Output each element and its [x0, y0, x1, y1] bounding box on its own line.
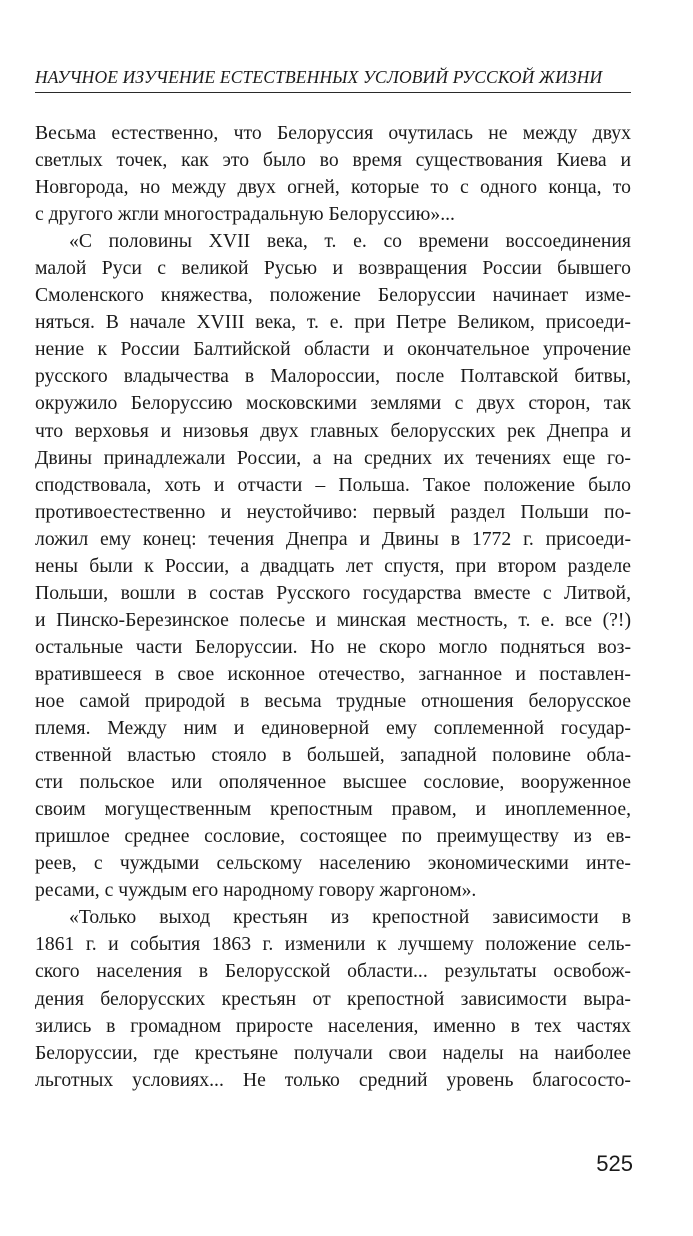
text-line: нены были к России, а двадцать лет спустя, при втором разделе [35, 554, 631, 577]
text-line: ственной властью стояло в большей, западной половине обла- [35, 744, 631, 767]
text-line: вратившееся в свое исконное отечество, загнанное и поставлен- [35, 662, 631, 685]
text-line: «С половины XVII века, т. е. со времени воссоединения [69, 230, 631, 253]
text-line: с другого жгли многострадальную Белоруссию»... [35, 203, 455, 226]
text-line: Двины принадлежали России, а на средних их течениях еще го- [35, 446, 631, 469]
text-line: Смоленского княжества, положение Белоруссии начинает изме- [35, 284, 631, 307]
text-line: своим могущественным крепостным правом, и иноплеменное, [35, 798, 631, 821]
text-line: сти польское или ополяченное высшее сословие, вооруженное [35, 771, 631, 794]
body-text [35, 120, 631, 1094]
text-line: ное самой природой в весьма трудные отношения белорусское [35, 689, 631, 712]
text-line: дения белорусских крестьян от крепостной зависимости выра- [35, 987, 631, 1010]
text-line: нение к России Балтийской области и окончательное упрочение [35, 338, 631, 361]
text-line: племя. Между ним и единоверной ему соплеменной государ- [35, 717, 631, 740]
header-rule [35, 92, 631, 93]
text-line: реев, с чуждыми сельскому населению экономическими инте- [35, 852, 631, 875]
text-line: что верховья и низовья двух главных белорусских рек Днепра и [35, 419, 631, 442]
text-line: пришлое среднее сословие, состоящее по преимуществу из ев- [35, 825, 631, 848]
text-line: ского населения в Белорусской области... результаты освобож- [35, 960, 631, 983]
page-number: 525 [596, 1151, 633, 1176]
text-line: няться. В начале XVIII века, т. е. при Петре Великом, присоеди- [35, 311, 631, 334]
text-line: и Пинско-Березинское полесье и минская местность, т. е. все (?!) [35, 608, 631, 631]
text-line: зились в громадном приросте населения, именно в тех частях [35, 1014, 631, 1037]
text-line: остальные части Белоруссии. Но не скоро могло подняться воз- [35, 635, 631, 658]
text-line: светлых точек, как это было во время существования Киева и [35, 149, 631, 172]
text-line: Весьма естественно, что Белоруссия очутилась не между двух [35, 122, 631, 144]
text-line: «Только выход крестьян из крепостной зависимости в [69, 906, 631, 929]
text-line: противоестественно и неустойчиво: первый раздел Польши по- [35, 500, 631, 523]
text-line: Новгорода, но между двух огней, которые то с одного конца, то [35, 176, 631, 199]
text-line: ложил ему конец: течения Днепра и Двины в 1772 г. присоеди- [35, 527, 631, 550]
text-line: сподствовала, хоть и отчасти – Польша. Такое положение было [35, 473, 631, 496]
running-title: НАУЧНОЕ ИЗУЧЕНИЕ ЕСТЕСТВЕННЫХ УСЛОВИЙ РУССКОЙ ЖИЗНИ [35, 67, 603, 87]
text-line: Белоруссии, где крестьяне получали свои наделы на наиболее [35, 1041, 631, 1064]
text-line: 1861 г. и события 1863 г. изменили к лучшему положение сель- [35, 933, 631, 956]
text-line: льготных условиях... Не только средний уровень благососто- [35, 1068, 631, 1091]
text-line: ресами, с чуждым его народному говору жаргоном». [35, 879, 477, 902]
text-line: русского владычества в Малороссии, после Полтавской битвы, [35, 365, 631, 388]
text-line: Польши, вошли в состав Русского государства вместе с Литвой, [35, 581, 631, 604]
text-line: малой Руси с великой Русью и возвращения России бывшего [35, 257, 631, 280]
text-line: окружило Белоруссию московскими землями с двух сторон, так [35, 392, 631, 415]
